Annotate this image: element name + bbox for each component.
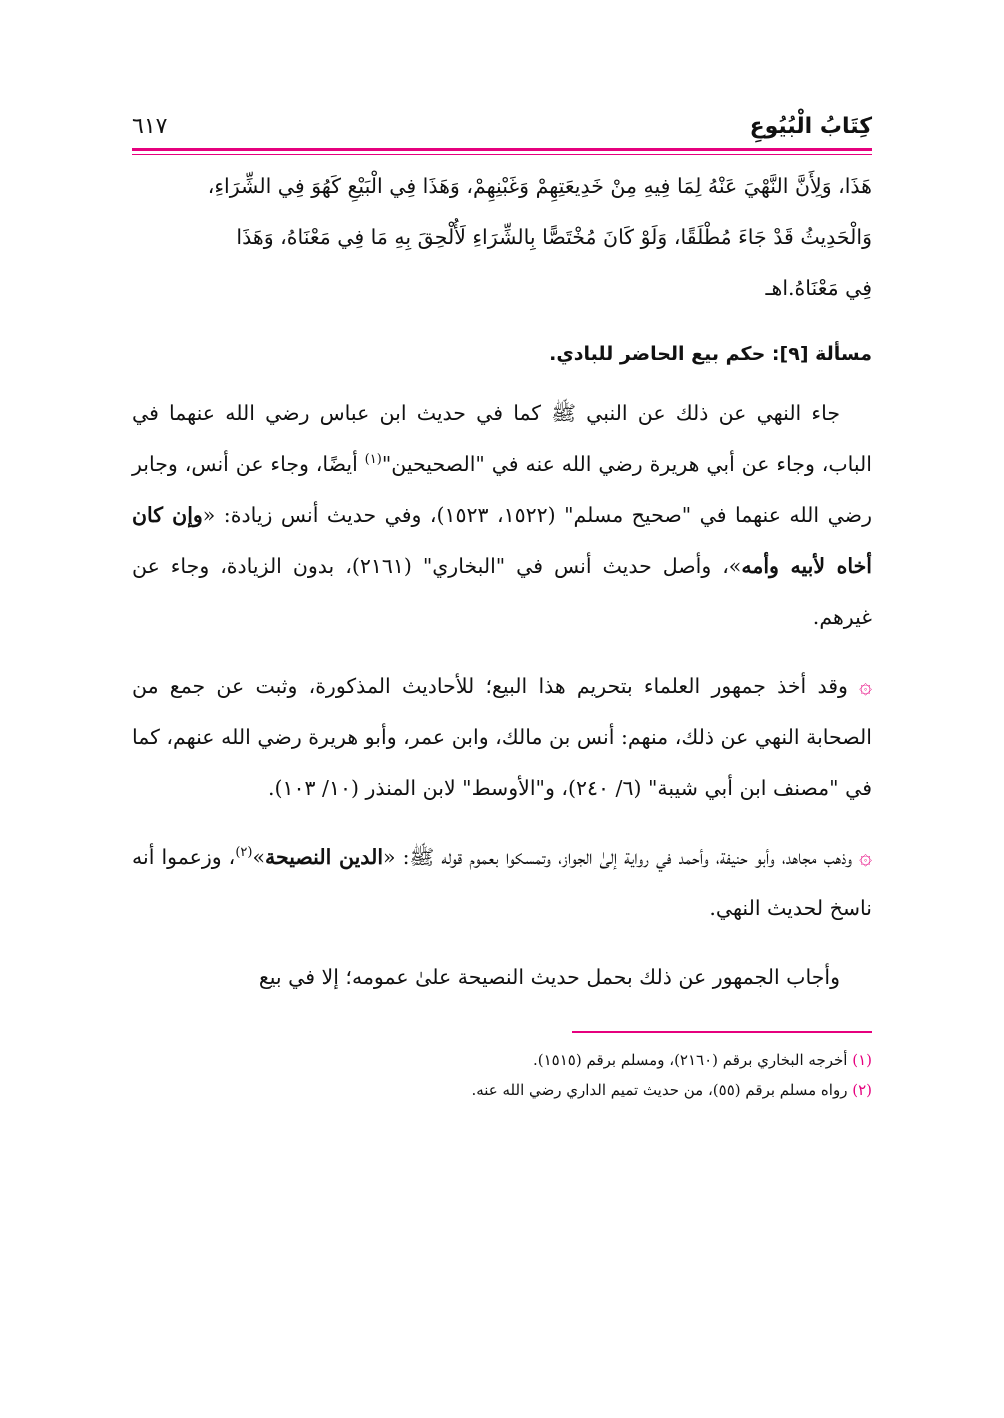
book-title: كِتَابُ الْبُيُوعِ: [749, 114, 872, 139]
footnote-text: أخرجه البخاري برقم (٢١٦٠)، ومسلم برقم (١٥١٥).: [533, 1051, 853, 1069]
ornament-icon: ۞: [859, 845, 873, 870]
footnote-rule: [572, 1031, 872, 1033]
para1-text-b: أيضًا، وجاء عن أنس، وجابر رضي الله عنهما في "صحيح مسلم" (١٥٢٢، ١٥٢٣)، وفي حديث أنس زيادة: «: [132, 452, 872, 527]
quote-line-1: هَذَا، وَلِأَنَّ النَّهْيَ عَنْهُ لِمَا فِيهِ مِنْ خَدِيعَتِهِمْ وَغَبْنِهِمْ، وَهَذَا فِي الْبَيْعِ كَهُوَ فِي الشِّرَاءِ،: [207, 174, 872, 198]
para3-bold-quote: الدين النصيحة: [265, 845, 384, 869]
footnote-text: رواه مسلم برقم (٥٥)، من حديث تميم الداري رضي الله عنه.: [471, 1081, 853, 1099]
para1-bold-quote: وإن كان أخاه لأبيه وأمه: [132, 503, 872, 578]
header-rule-thick: [132, 148, 872, 151]
page-number: ٦١٧: [132, 114, 168, 139]
footnote-1: [132, 1045, 872, 1075]
footnote-number: (١): [852, 1051, 872, 1069]
paragraph-2: [132, 661, 872, 814]
paragraph-1: [132, 388, 872, 643]
para1-text-c: »، وأصل حديث أنس في "البخاري" (٢١٦١)، بدون الزيادة، وجاء عن غيرهم.: [132, 554, 872, 629]
para1-text-a: جاء النهي عن ذلك عن النبي ﷺ كما في حديث ابن عباس رضي الله عنهما في الباب، وجاء عن أبي هريرة رضي الله عنه في "الصحيحين": [132, 401, 873, 476]
section-label: مسألة [٩]:: [771, 343, 872, 365]
footnote-ref-1: (١): [364, 452, 382, 468]
para3-text-b: »: [252, 845, 265, 869]
para3-text-c: ، وزعموا أنه ناسخ لحديث النهي.: [132, 845, 872, 920]
quote-line-2: وَالْحَدِيثُ قَدْ جَاءَ مُطْلَقًا، وَلَوْ كَانَ مُخْتَصًّا بِالشِّرَاءِ لَأُلْحِقَ بِهِ مَا فِي مَعْنَاهُ، وَهَذَا: [236, 225, 872, 249]
footnote-2: [132, 1075, 872, 1105]
para2-text: وقد أخذ جمهور العلماء بتحريم هذا البيع؛ للأحاديث المذكورة، وثبت عن جمع من الصحابة النهي عن ذلك، منهم: أنس بن مالك، وابن عمر، وأبو هريرة رضي الله عنهم، كما في "مصنف ابن أبي شيبة" (٦/ ٢٤٠)، و"الأوسط" لابن المنذر (١٠/ ١٠٣).: [132, 674, 872, 800]
header-rule-thin: [132, 154, 872, 155]
section-heading: [132, 334, 872, 374]
page-header: [132, 112, 872, 146]
page-body: [132, 161, 872, 1105]
section-title: حكم بيع الحاضر للبادي.: [549, 343, 766, 365]
paragraph-4: وأجاب الجمهور عن ذلك بحمل حديث النصيحة علىٰ عمومه؛ إلا في بيع: [258, 965, 840, 989]
footnote-ref-2: (٢): [235, 845, 253, 861]
paragraph-3: [132, 832, 872, 934]
ornament-icon: ۞: [859, 674, 872, 699]
quoted-text: [132, 161, 872, 314]
footnote-number: (٢): [852, 1081, 872, 1099]
page: [132, 112, 872, 1105]
para3-text-a: وذهب مجاهد، وأبو حنيفة، وأحمد في رواية إلىٰ الجواز، وتمسكوا بعموم قوله ﷺ: «: [383, 845, 860, 869]
quote-line-3: فِي مَعْنَاهُ.اهـ: [765, 276, 872, 300]
